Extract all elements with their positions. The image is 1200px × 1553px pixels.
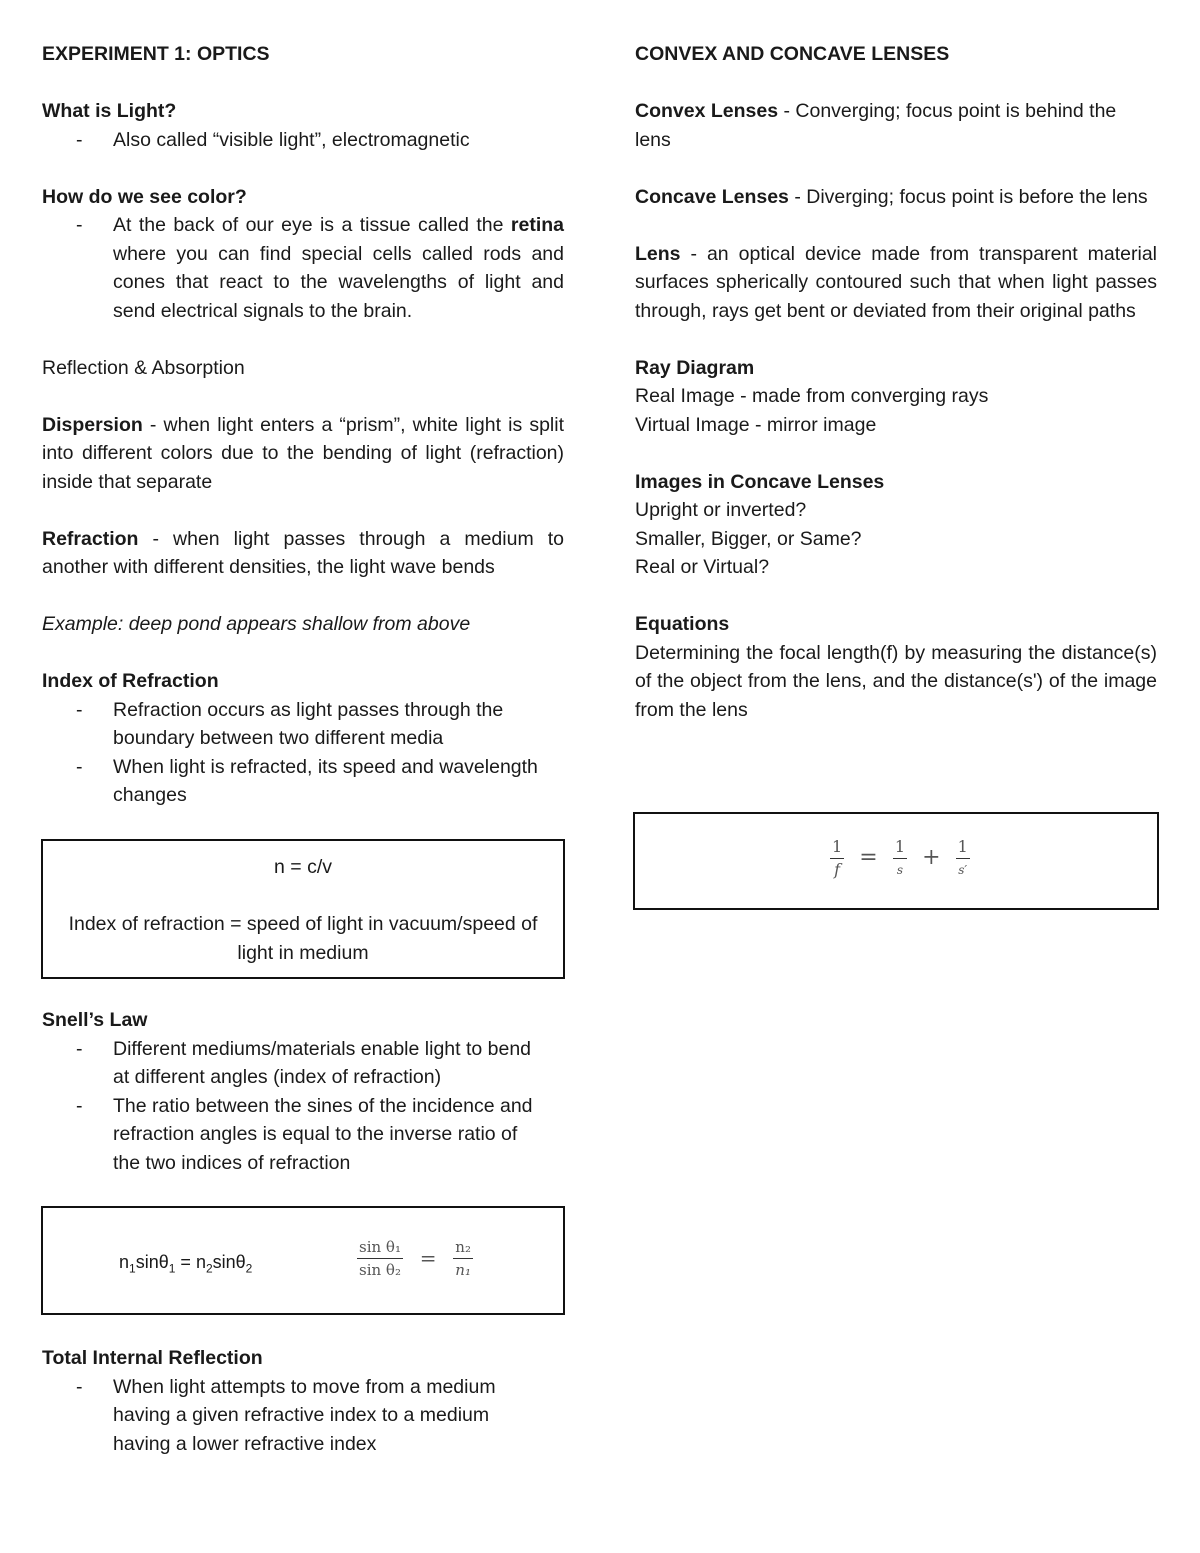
convex-paragraph: Convex Lenses - Converging; focus point is behind the lens bbox=[635, 100, 1117, 151]
snell-ratio-formula: $\frac{\text{sin θ₁}}{\text{sin θ₂}}$ = $\frac{\text{n₂}}{\text{n₁}}$ bbox=[359, 1238, 471, 1279]
convex-term: Convex Lenses bbox=[635, 100, 779, 122]
refraction-paragraph bbox=[42, 525, 564, 582]
heading-images-concave: Images in Concave Lenses bbox=[635, 470, 885, 493]
snell-list bbox=[42, 1035, 564, 1178]
color-text-post: where you can find special cells called rods and cones that react to the wavelengths of light and send electrical signals to the brain. bbox=[113, 242, 564, 322]
heading-what-is-light: What is Light? bbox=[42, 100, 177, 122]
color-list bbox=[42, 211, 564, 325]
refraction-term: Refraction bbox=[42, 527, 139, 550]
lens-paragraph: Lens - an optical device made from transparent material surfaces spherically contoured such that when light passes through, rays get bent or deviated from their original paths bbox=[635, 242, 1158, 322]
snell-formula-text: $n_1\sin\theta_1 = n_2\sin\theta_2$ bbox=[119, 1252, 253, 1276]
tir-list bbox=[42, 1373, 564, 1459]
ratio-denominator: sin θ₂ bbox=[359, 1261, 401, 1279]
color-text-pre: At the back of our eye is a tissue called the bbox=[113, 214, 504, 236]
images-line: Real or Virtual? bbox=[635, 556, 770, 578]
list-item bbox=[42, 211, 564, 325]
refraction-text: - when light passes through a medium to another with different densities, the light wave bends bbox=[42, 527, 564, 578]
tir-section bbox=[42, 1344, 564, 1458]
dispersion-paragraph bbox=[42, 411, 564, 497]
ratio-n1: n₁ bbox=[455, 1261, 471, 1279]
ratio-n2: n₂ bbox=[453, 1236, 473, 1259]
heading-equations: Equations bbox=[635, 613, 730, 635]
images-line: Smaller, Bigger, or Same? bbox=[635, 527, 862, 550]
concave-paragraph: Concave Lenses - Diverging; focus point is before the lens bbox=[635, 185, 1148, 208]
concave-term: Concave Lenses bbox=[635, 185, 789, 208]
heading-index-refraction: Index of Refraction bbox=[42, 670, 219, 692]
ratio-numerator: sin θ₁ bbox=[357, 1236, 403, 1259]
heading-total-internal-reflection: Total Internal Reflection bbox=[42, 1347, 263, 1369]
heading-snells-law: Snell’s Law bbox=[42, 1009, 148, 1031]
page-title: EXPERIMENT 1: OPTICS bbox=[42, 43, 270, 65]
lens-term: Lens bbox=[635, 242, 681, 265]
list-item: - Also called “visible light”, electromagnetic bbox=[42, 126, 564, 155]
list-item: - Different mediums/materials enable light to bend at different angles (index of refraction) bbox=[42, 1035, 564, 1092]
dispersion-term: Dispersion bbox=[42, 413, 143, 436]
list-item: - Refraction occurs as light passes through the boundary between two different media bbox=[42, 696, 564, 753]
images-line: Upright or inverted? bbox=[635, 499, 807, 521]
list-item: - When light is refracted, its speed and wavelength changes bbox=[42, 753, 564, 810]
index-list bbox=[42, 696, 564, 810]
example-text: Example: deep pond appears shallow from above bbox=[42, 613, 471, 635]
list-item: - When light attempts to move from a medium having a given refractive index to a medium having a lower refractive index bbox=[42, 1373, 564, 1459]
lenses-title: CONVEX AND CONCAVE LENSES bbox=[635, 43, 950, 65]
list-item: - The ratio between the sines of the incidence and refraction angles is equal to the inverse ratio of the two indices of refraction bbox=[42, 1092, 564, 1178]
dispersion-text: - when light enters a “prism”, white light is split into different colors due to the bending of light (refraction) inside that separate bbox=[42, 413, 564, 493]
heading-ray-diagram: Ray Diagram bbox=[635, 356, 755, 379]
retina-term: retina bbox=[510, 214, 564, 236]
ray-line: Virtual Image - mirror image bbox=[635, 413, 877, 436]
index-formula: n = c/v bbox=[274, 856, 332, 878]
snell-formula-box bbox=[41, 1206, 565, 1315]
light-list bbox=[42, 126, 564, 155]
ray-line: Real Image - made from converging rays bbox=[635, 385, 989, 407]
index-formula-box bbox=[41, 839, 565, 979]
snell-section bbox=[42, 1006, 564, 1177]
left-column bbox=[42, 40, 564, 810]
heading-see-color: How do we see color? bbox=[42, 185, 247, 208]
reflection-absorption: Reflection & Absorption bbox=[42, 356, 245, 379]
index-formula-description: Index of refraction = speed of light in vacuum/speed of light in medium bbox=[68, 913, 538, 964]
right-column bbox=[635, 40, 1157, 724]
lens-equation: $\frac{1}{f}$ = $\frac{1}{s}$ + $\frac{1}{s'}$ bbox=[832, 837, 968, 879]
lens-equation-box bbox=[633, 812, 1159, 910]
equations-text: Determining the focal length(f) by measuring the distance(s) of the object from the lens, and the distance(s') of the image from the lens bbox=[635, 641, 1157, 721]
